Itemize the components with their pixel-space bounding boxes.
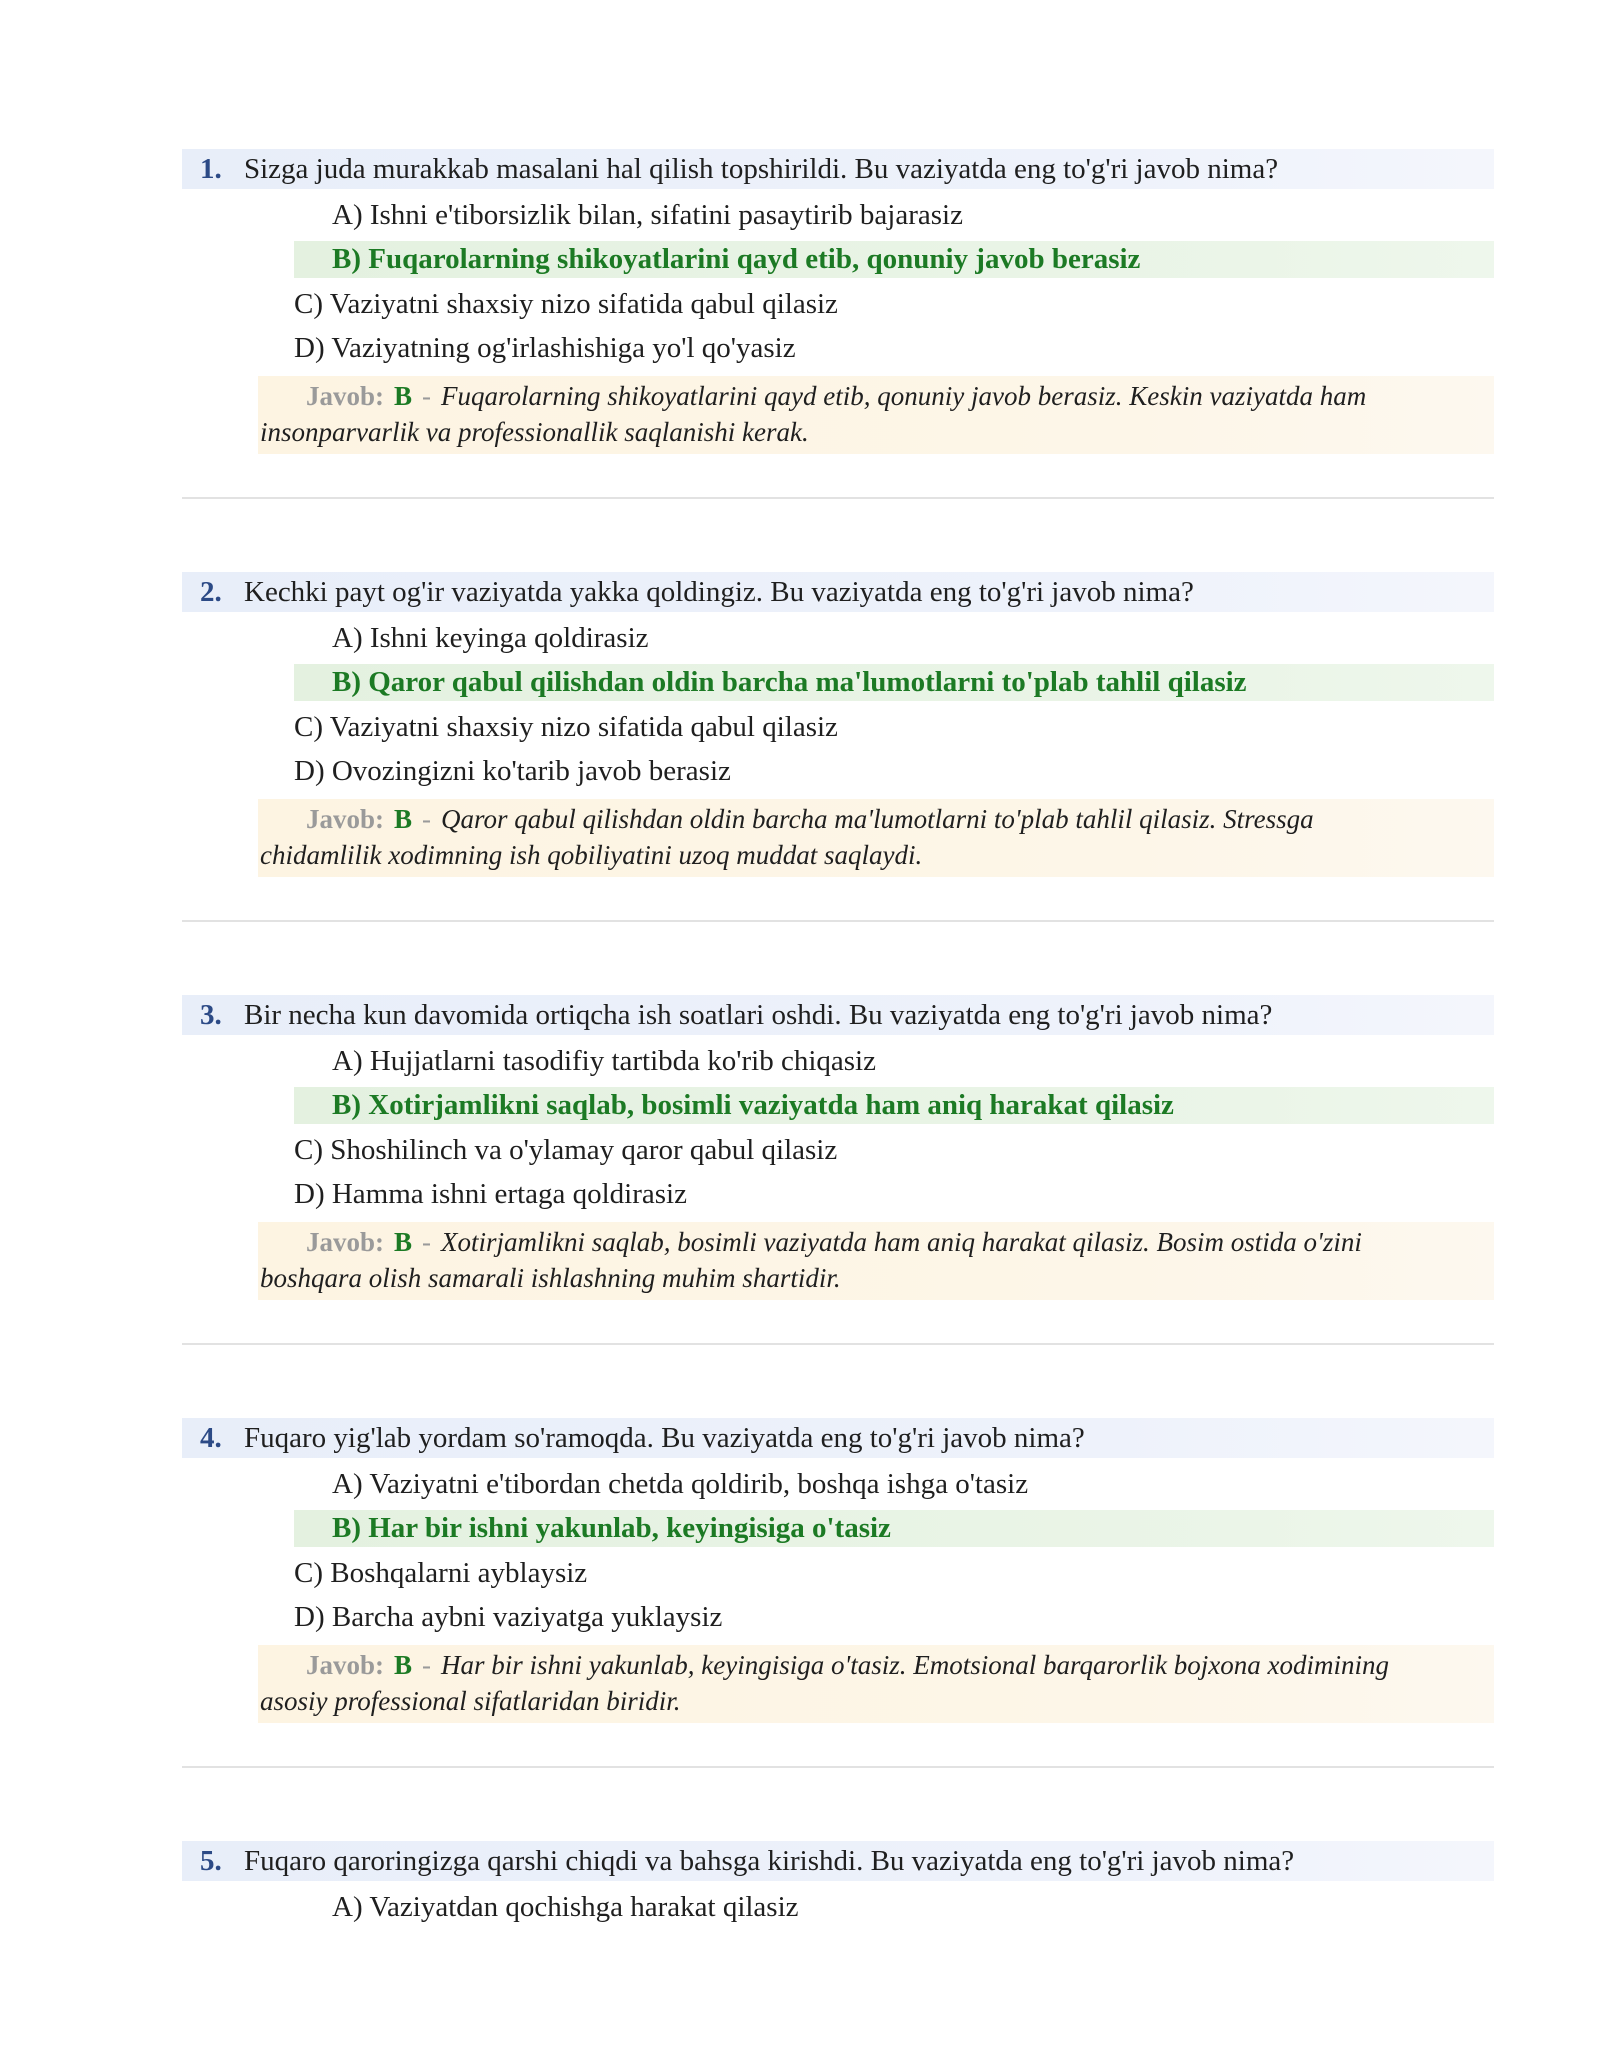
- question-number: 4.: [200, 1422, 222, 1454]
- answer-line-1: [258, 378, 1494, 414]
- answer-line-1: [258, 1224, 1494, 1260]
- answer-letter: B: [394, 1650, 413, 1680]
- question-1: [182, 149, 1494, 454]
- answer-dash: -: [422, 804, 432, 834]
- answer-explanation: Har bir ishni yakunlab, keyingisiga o'tasiz. Emotsional barqarorlik bojxona xodimining: [441, 1650, 1390, 1680]
- answer-letter: B: [394, 804, 413, 834]
- divider: [182, 1766, 1494, 1768]
- option-b-correct: B) Qaror qabul qilishdan oldin barcha ma'lumotlarni to'plab tahlil qilasiz: [294, 664, 1494, 701]
- divider: [182, 1343, 1494, 1345]
- option-c: C) Boshqalarni ayblaysiz: [294, 1557, 588, 1589]
- answer-box: [258, 1222, 1494, 1300]
- question-text: Bir necha kun davomida ortiqcha ish soatlari oshdi. Bu vaziyatda eng to'g'ri javob nima?: [244, 999, 1273, 1031]
- option-a: A) Hujjatlarni tasodifiy tartibda ko'rib chiqasiz: [332, 1045, 876, 1077]
- option-d: D) Barcha aybni vaziyatga yuklaysiz: [294, 1601, 723, 1633]
- option-d: D) Vaziyatning og'irlashishiga yo'l qo'yasiz: [294, 332, 796, 364]
- answer-line-2: boshqara olish samarali ishlashning muhim shartidir.: [260, 1263, 841, 1293]
- question-text: Fuqaro qaroringizga qarshi chiqdi va bahsga kirishdi. Bu vaziyatda eng to'g'ri javob nima?: [244, 1845, 1295, 1877]
- question-number: 1.: [200, 153, 222, 185]
- answer-label: Javob:: [306, 381, 385, 411]
- question-text: Fuqaro yig'lab yordam so'ramoqda. Bu vaziyatda eng to'g'ri javob nima?: [244, 1422, 1085, 1454]
- answer-explanation: Fuqarolarning shikoyatlarini qayd etib, qonuniy javob berasiz. Keskin vaziyatda ham: [441, 381, 1367, 411]
- question-header: [182, 995, 1494, 1035]
- option-a: A) Ishni e'tiborsizlik bilan, sifatini pasaytirib bajarasiz: [332, 199, 963, 231]
- question-header: [182, 149, 1494, 189]
- answer-label: Javob:: [306, 1227, 385, 1257]
- answer-letter: B: [394, 381, 413, 411]
- answer-line-2: asosiy professional sifatlaridan biridir.: [260, 1686, 681, 1716]
- option-c: C) Vaziyatni shaxsiy nizo sifatida qabul qilasiz: [294, 288, 838, 320]
- option-c: C) Shoshilinch va o'ylamay qaror qabul qilasiz: [294, 1134, 838, 1166]
- answer-line-2: insonparvarlik va professionallik saqlanishi kerak.: [260, 417, 809, 447]
- answer-dash: -: [422, 1227, 432, 1257]
- answer-line-2: chidamlilik xodimning ish qobiliyatini uzoq muddat saqlaydi.: [260, 840, 923, 870]
- answer-dash: -: [422, 1650, 432, 1680]
- question-header: [182, 572, 1494, 612]
- divider: [182, 497, 1494, 499]
- answer-box: [258, 799, 1494, 877]
- answer-box: [258, 1645, 1494, 1723]
- option-b-correct: B) Xotirjamlikni saqlab, bosimli vaziyatda ham aniq harakat qilasiz: [294, 1087, 1494, 1124]
- answer-line-1: [258, 1647, 1494, 1683]
- divider: [182, 920, 1494, 922]
- answer-dash: -: [422, 381, 432, 411]
- question-2: [182, 572, 1494, 877]
- answer-box: [258, 376, 1494, 454]
- question-header: [182, 1841, 1494, 1881]
- option-b-correct: B) Fuqarolarning shikoyatlarini qayd etib, qonuniy javob berasiz: [294, 241, 1494, 278]
- answer-letter: B: [394, 1227, 413, 1257]
- answer-label: Javob:: [306, 804, 385, 834]
- question-text: Kechki payt og'ir vaziyatda yakka qoldingiz. Bu vaziyatda eng to'g'ri javob nima?: [244, 576, 1194, 608]
- question-text: Sizga juda murakkab masalani hal qilish topshirildi. Bu vaziyatda eng to'g'ri javob nima?: [244, 153, 1279, 185]
- option-c: C) Vaziyatni shaxsiy nizo sifatida qabul qilasiz: [294, 711, 838, 743]
- option-d: D) Hamma ishni ertaga qoldirasiz: [294, 1178, 687, 1210]
- question-header: [182, 1418, 1494, 1458]
- answer-explanation: Xotirjamlikni saqlab, bosimli vaziyatda ham aniq harakat qilasiz. Bosim ostida o'zini: [441, 1227, 1362, 1257]
- option-a: A) Ishni keyinga qoldirasiz: [332, 622, 649, 654]
- answer-line-1: [258, 801, 1494, 837]
- question-number: 5.: [200, 1845, 222, 1877]
- option-d: D) Ovozingizni ko'tarib javob berasiz: [294, 755, 731, 787]
- answer-explanation: Qaror qabul qilishdan oldin barcha ma'lumotlarni to'plab tahlil qilasiz. Stressga: [441, 804, 1314, 834]
- question-number: 2.: [200, 576, 222, 608]
- question-5: [182, 1841, 1494, 1929]
- option-a: A) Vaziyatdan qochishga harakat qilasiz: [332, 1891, 799, 1923]
- answer-label: Javob:: [306, 1650, 385, 1680]
- option-b-correct: B) Har bir ishni yakunlab, keyingisiga o'tasiz: [294, 1510, 1494, 1547]
- question-number: 3.: [200, 999, 222, 1031]
- question-3: [182, 995, 1494, 1300]
- option-a: A) Vaziyatni e'tibordan chetda qoldirib, boshqa ishga o'tasiz: [332, 1468, 1029, 1500]
- question-4: [182, 1418, 1494, 1723]
